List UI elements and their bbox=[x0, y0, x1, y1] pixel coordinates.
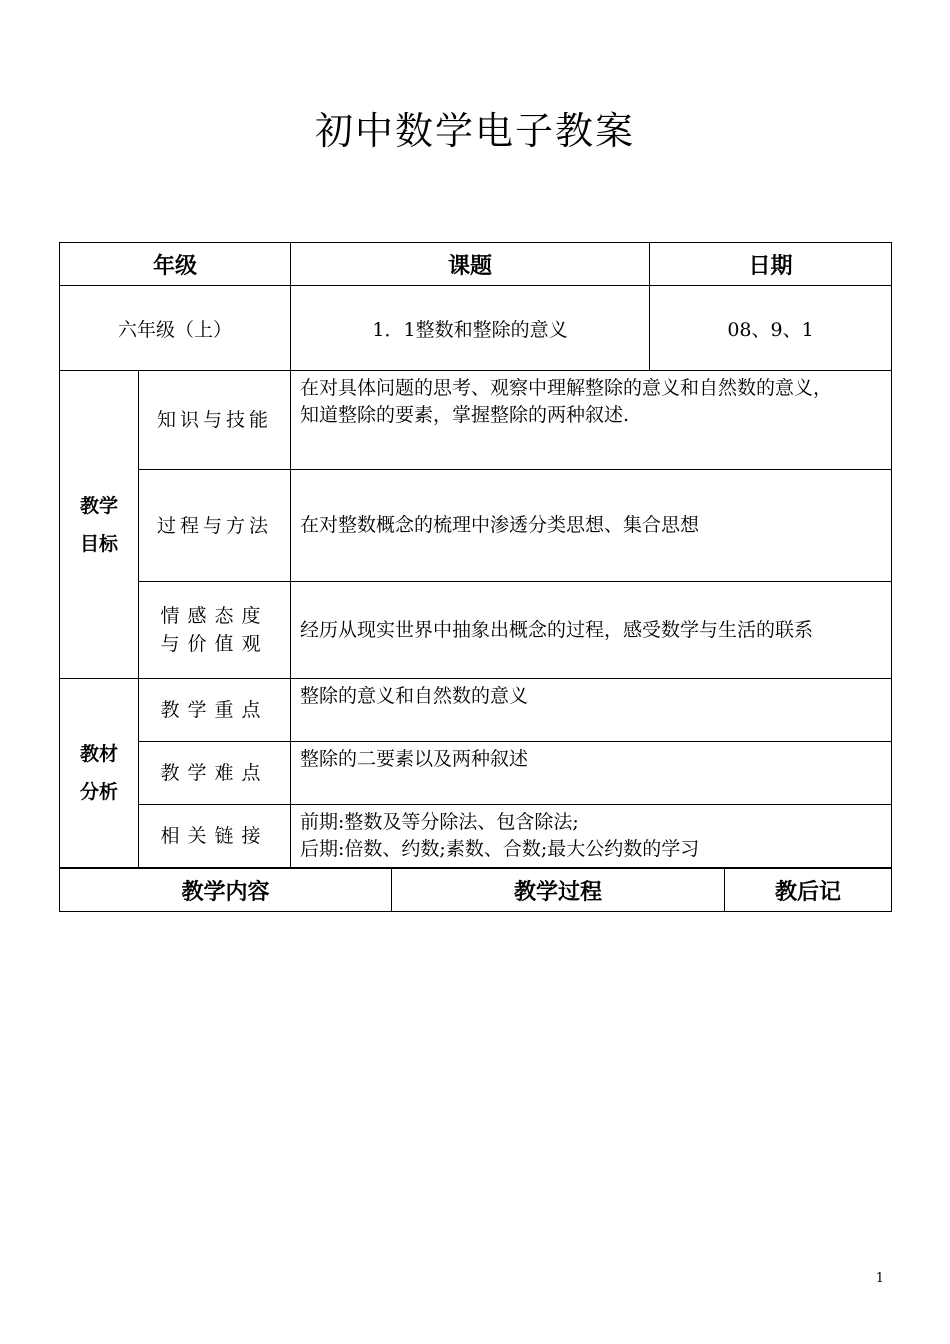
analysis-text-line: 后期:倍数、约数;素数、合数;最大公约数的学习 bbox=[300, 838, 700, 860]
objectives-category bbox=[60, 371, 139, 679]
objective-text-line: 知道整除的要素，掌握整除的两种叙述. bbox=[300, 404, 630, 426]
analysis-text-line: 整除的二要素以及两种叙述 bbox=[300, 748, 529, 770]
objective-label-process: 过程与方法 bbox=[139, 470, 291, 582]
analysis-text-focus bbox=[291, 679, 892, 742]
footer-process-header: 教学过程 bbox=[392, 869, 725, 912]
header-grade: 年级 bbox=[60, 243, 291, 286]
date-value: 08、9、1 bbox=[650, 286, 892, 371]
analysis-label-links: 相关链接 bbox=[139, 805, 291, 868]
objective-text-line: 经历从现实世界中抽象出概念的过程，感受数学与生活的联系 bbox=[300, 618, 814, 641]
objective-text-line: 在对具体问题的思考、观察中理解整除的意义和自然数的意义， bbox=[300, 377, 833, 399]
grade-value: 六年级（上） bbox=[60, 286, 291, 371]
objectives-category-line: 目标 bbox=[79, 532, 118, 555]
objective-label-attitude bbox=[139, 582, 291, 679]
page-number: 1 bbox=[875, 1271, 884, 1286]
footer-table bbox=[59, 868, 892, 912]
page-title: 初中数学电子教案 bbox=[314, 109, 635, 153]
footer-notes-header: 教后记 bbox=[725, 869, 892, 912]
analysis-label-focus: 教学重点 bbox=[139, 679, 291, 742]
objective-text-knowledge bbox=[291, 371, 892, 470]
objectives-category-line: 教学 bbox=[79, 494, 118, 517]
analysis-text-line: 整除的意义和自然数的意义 bbox=[300, 685, 529, 707]
lesson-plan-table bbox=[59, 242, 892, 868]
header-topic: 课题 bbox=[291, 243, 650, 286]
analysis-category-line: 教材 bbox=[79, 743, 118, 765]
objective-label-knowledge: 知识与技能 bbox=[139, 371, 291, 470]
analysis-category-line: 分析 bbox=[79, 781, 118, 803]
topic-value: 1．1整数和整除的意义 bbox=[291, 286, 650, 371]
analysis-text-line: 前期:整数及等分除法、包含除法; bbox=[300, 811, 579, 833]
objective-label-line: 情感态度 bbox=[160, 605, 269, 627]
footer-content-header: 教学内容 bbox=[60, 869, 392, 912]
objective-text-attitude bbox=[291, 582, 892, 679]
analysis-label-difficulty: 教学难点 bbox=[139, 742, 291, 805]
analysis-text-difficulty bbox=[291, 742, 892, 805]
analysis-category bbox=[60, 679, 139, 868]
objective-text-line: 在对整数概念的梳理中渗透分类思想、集合思想 bbox=[300, 514, 700, 536]
objective-label-line: 与价值观 bbox=[160, 633, 269, 655]
objective-text-process bbox=[291, 470, 892, 582]
analysis-text-links bbox=[291, 805, 892, 868]
header-date: 日期 bbox=[650, 243, 892, 286]
